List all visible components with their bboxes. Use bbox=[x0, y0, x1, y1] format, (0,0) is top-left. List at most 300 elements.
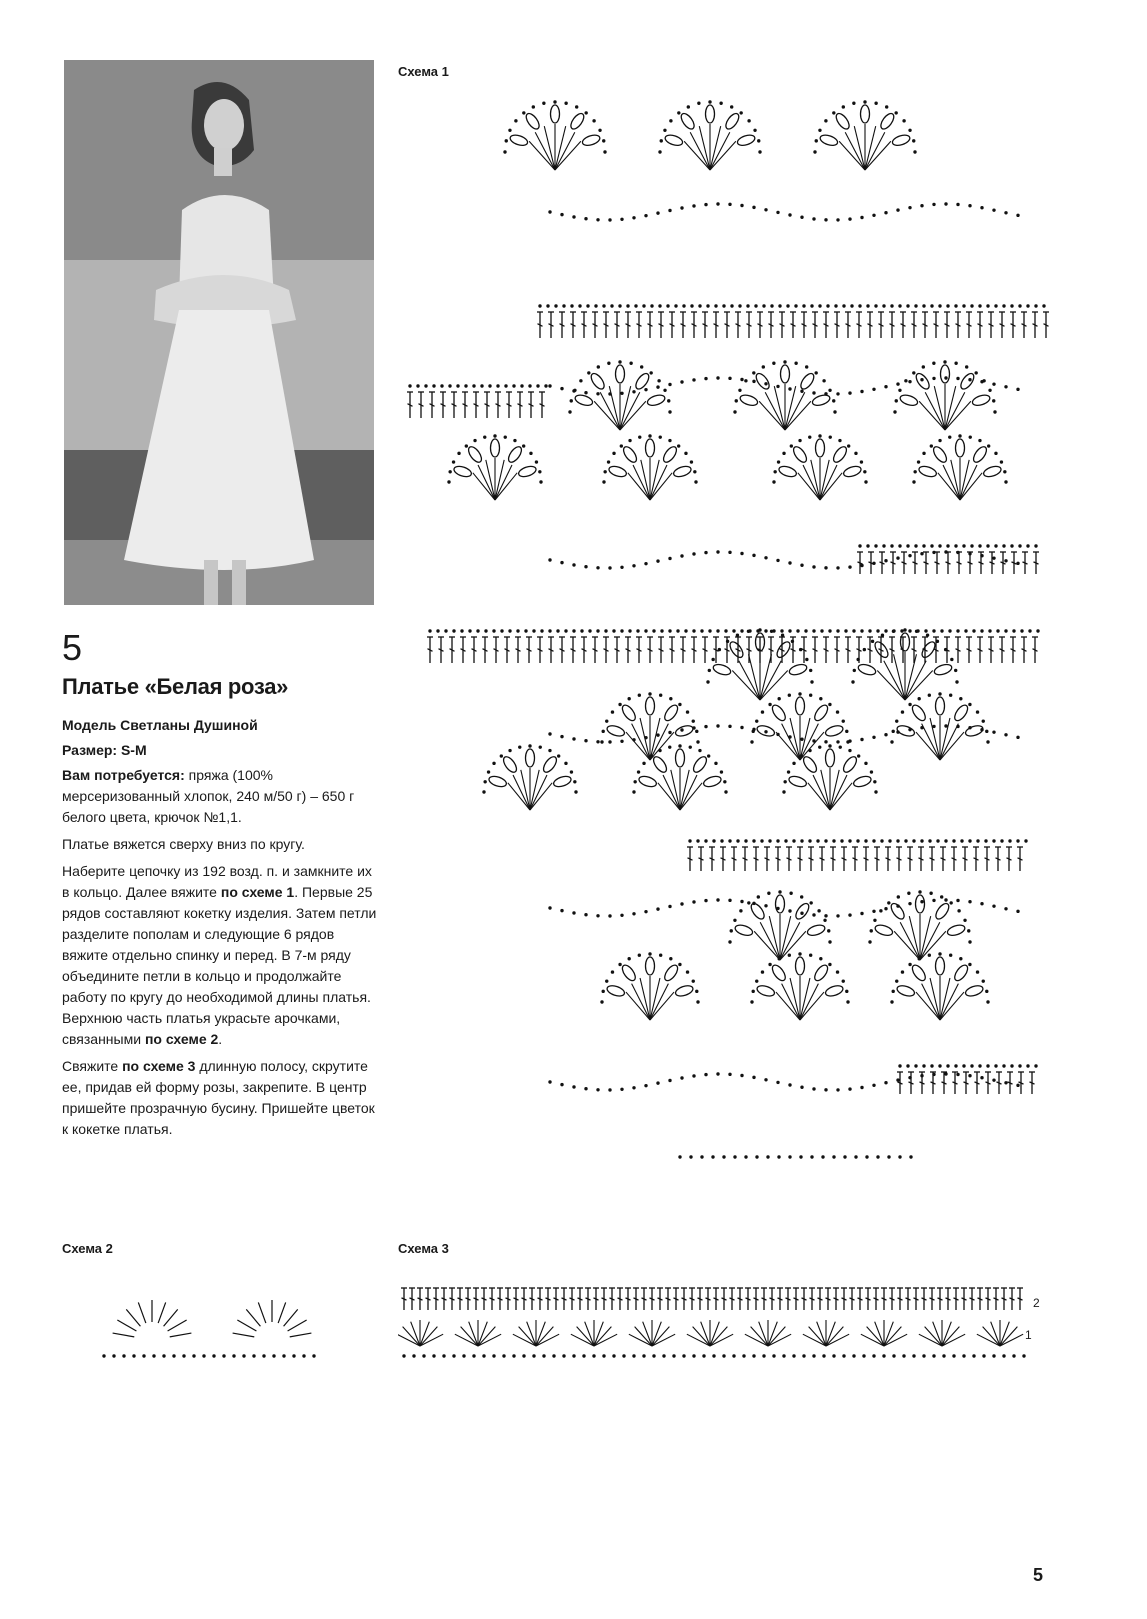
chain-dot bbox=[728, 377, 731, 380]
puff-stitch bbox=[776, 895, 785, 913]
chain-dot bbox=[978, 439, 981, 442]
chain-dot bbox=[1016, 1084, 1019, 1087]
chain-dot bbox=[1002, 1354, 1005, 1357]
stitch-symbol bbox=[929, 847, 935, 871]
chain-dot bbox=[917, 460, 920, 463]
chain-dot bbox=[755, 1155, 758, 1158]
chain-dot bbox=[892, 990, 895, 993]
chain-dot bbox=[528, 744, 531, 747]
chain-dot bbox=[857, 754, 860, 757]
chain-dot bbox=[871, 640, 874, 643]
puff-stitch bbox=[812, 703, 830, 723]
puff-stitch bbox=[739, 393, 759, 407]
chain-dot bbox=[840, 839, 843, 842]
puff-stitch bbox=[874, 923, 894, 937]
chain-dot bbox=[902, 119, 905, 122]
stitch-symbol bbox=[977, 312, 983, 338]
chain-dot bbox=[656, 385, 659, 388]
stitch-symbol bbox=[669, 312, 675, 338]
chain-dot bbox=[532, 105, 535, 108]
chain-dot bbox=[758, 150, 761, 153]
chain-dot bbox=[1004, 385, 1007, 388]
chain-dot bbox=[442, 1354, 445, 1357]
stitch-symbol bbox=[1018, 1072, 1024, 1094]
arch-stitch bbox=[113, 1333, 135, 1337]
chain-dot bbox=[667, 399, 670, 402]
stitch-symbol bbox=[913, 1288, 919, 1310]
chain-dot bbox=[692, 979, 695, 982]
chain-dot bbox=[858, 304, 861, 307]
chain-dot bbox=[932, 377, 935, 380]
chain-dot bbox=[172, 1354, 175, 1357]
chain-dot bbox=[514, 119, 517, 122]
stitch-symbol bbox=[808, 847, 814, 871]
chain-dot bbox=[868, 940, 871, 943]
chain-dot bbox=[884, 1081, 887, 1084]
stitch-symbol bbox=[526, 637, 532, 663]
chain-dot bbox=[716, 898, 719, 901]
chain-dot bbox=[956, 629, 959, 632]
chain-dot bbox=[668, 905, 671, 908]
chain-dot bbox=[872, 839, 875, 842]
chain-dot bbox=[992, 730, 995, 733]
chain-dot bbox=[572, 389, 575, 392]
puff-stitch bbox=[775, 640, 793, 660]
stitch-symbol bbox=[614, 312, 620, 338]
stitch-symbol bbox=[425, 1288, 431, 1310]
stitch-symbol bbox=[702, 312, 708, 338]
chain-dot bbox=[700, 1155, 703, 1158]
chain-dot bbox=[782, 452, 785, 455]
materials-paragraph bbox=[62, 765, 380, 828]
chain-dot bbox=[696, 839, 699, 842]
chain-dot bbox=[892, 629, 895, 632]
fan-stitch bbox=[461, 1327, 478, 1346]
chain-dot bbox=[738, 389, 741, 392]
chain-dot bbox=[605, 719, 608, 722]
chain-dot bbox=[704, 839, 707, 842]
chain-dot bbox=[978, 544, 981, 547]
chain-dot bbox=[818, 745, 821, 748]
stitch-symbol bbox=[963, 1072, 969, 1094]
stitch-symbol bbox=[729, 1288, 735, 1310]
chain-dot bbox=[920, 378, 923, 381]
chain-dot bbox=[707, 754, 710, 757]
chain-dot bbox=[730, 304, 733, 307]
puff-stitch bbox=[916, 895, 925, 913]
stitch-symbol bbox=[473, 392, 479, 418]
schema-3-row-1-label: 1 bbox=[1025, 1328, 1032, 1342]
chain-dot bbox=[976, 970, 979, 973]
chain-dot bbox=[860, 912, 863, 915]
chain-dot bbox=[913, 470, 916, 473]
stitch-symbol bbox=[974, 1072, 980, 1094]
stitch-symbol bbox=[878, 637, 884, 663]
chain-dot bbox=[872, 1084, 875, 1087]
puff-stitch bbox=[754, 371, 772, 391]
puff-stitch bbox=[788, 774, 808, 788]
chain-dot bbox=[968, 839, 971, 842]
stitch-symbol bbox=[857, 1288, 863, 1310]
chain-dot bbox=[697, 102, 700, 105]
chain-dot bbox=[1004, 1081, 1007, 1084]
chain-dot bbox=[660, 629, 663, 632]
chain-dot bbox=[948, 629, 951, 632]
puff-stitch bbox=[491, 439, 500, 457]
chain-dot bbox=[669, 697, 672, 700]
chain-dot bbox=[752, 990, 755, 993]
puff-stitch bbox=[646, 439, 655, 457]
chain-dot bbox=[858, 544, 861, 547]
puff-stitch bbox=[661, 445, 679, 465]
chain-dot bbox=[744, 1155, 747, 1158]
chain-dot bbox=[824, 392, 827, 395]
puff-stitch bbox=[841, 755, 859, 775]
chain-dot bbox=[872, 214, 875, 217]
chain-dot bbox=[860, 738, 863, 741]
chain-dot bbox=[896, 556, 899, 559]
chain-dot bbox=[402, 1354, 405, 1357]
chain-dot bbox=[674, 304, 677, 307]
stitch-symbol bbox=[603, 312, 609, 338]
chain-dot bbox=[692, 900, 695, 903]
chain-dot bbox=[432, 1354, 435, 1357]
chain-dot bbox=[887, 901, 890, 904]
chain-dot bbox=[826, 304, 829, 307]
chain-dot bbox=[162, 1354, 165, 1357]
stitch-symbol bbox=[585, 1288, 591, 1310]
stitch-symbol bbox=[1010, 637, 1016, 663]
chain-dot bbox=[502, 1354, 505, 1357]
chain-dot bbox=[668, 1079, 671, 1082]
stitch-symbol bbox=[801, 1288, 807, 1310]
chain-dot bbox=[851, 680, 854, 683]
stitch-symbol bbox=[912, 552, 918, 574]
stitch-symbol bbox=[1021, 312, 1027, 338]
puff-stitch bbox=[801, 755, 819, 775]
chain-dot bbox=[922, 365, 925, 368]
chain-dot bbox=[932, 629, 935, 632]
stitch-symbol bbox=[529, 1288, 535, 1310]
chain-dot bbox=[896, 730, 899, 733]
chain-dot bbox=[632, 564, 635, 567]
chain-dot bbox=[984, 839, 987, 842]
chain-dot bbox=[1004, 211, 1007, 214]
chain-dot bbox=[798, 952, 801, 955]
stitch-symbol bbox=[633, 1288, 639, 1310]
chain-dot bbox=[719, 102, 722, 105]
chain-dot bbox=[740, 378, 743, 381]
chain-dot bbox=[874, 102, 877, 105]
chain-dot bbox=[988, 629, 991, 632]
puff-stitch bbox=[781, 365, 790, 383]
chain-dot bbox=[932, 203, 935, 206]
chain-dot bbox=[652, 1354, 655, 1357]
chain-dot bbox=[928, 839, 931, 842]
chain-dot bbox=[732, 1354, 735, 1357]
fan-stitches bbox=[529, 124, 581, 170]
schema-2-ref: по схеме 2 bbox=[144, 1031, 219, 1047]
chain-dot bbox=[884, 629, 887, 632]
chain-dot bbox=[852, 629, 855, 632]
chain-dot bbox=[882, 304, 885, 307]
chain-dot bbox=[704, 899, 707, 902]
chain-dot bbox=[812, 391, 815, 394]
chain-dot bbox=[930, 304, 933, 307]
puff-stitch bbox=[466, 445, 484, 465]
chain-dot bbox=[282, 1354, 285, 1357]
stitch-symbol bbox=[539, 392, 545, 418]
chain-dot bbox=[522, 111, 525, 114]
chain-dot bbox=[892, 730, 895, 733]
chain-dot bbox=[955, 680, 958, 683]
stitch-symbol bbox=[945, 1288, 951, 1310]
chain-dot bbox=[668, 731, 671, 734]
chain-dot bbox=[1026, 1064, 1029, 1067]
puff-stitch bbox=[517, 464, 537, 478]
chain-dot bbox=[513, 439, 516, 442]
chain-dot bbox=[852, 1354, 855, 1357]
chain-dot bbox=[704, 203, 707, 206]
chain-dot bbox=[920, 204, 923, 207]
chain-dot bbox=[694, 480, 697, 483]
chain-dot bbox=[669, 957, 672, 960]
fan-stitch bbox=[867, 1327, 884, 1346]
chain-dot bbox=[962, 544, 965, 547]
stitch-symbol bbox=[570, 312, 576, 338]
chain-dot bbox=[958, 434, 961, 437]
chain-dot bbox=[914, 1064, 917, 1067]
puff-stitch bbox=[936, 957, 945, 975]
stitch-symbol bbox=[995, 847, 1001, 871]
puff-stitch bbox=[796, 697, 805, 715]
chain-dot bbox=[764, 1078, 767, 1081]
chain-dot bbox=[898, 1155, 901, 1158]
chain-dot bbox=[788, 1083, 791, 1086]
chain-dot bbox=[548, 732, 551, 735]
chain-dot bbox=[824, 218, 827, 221]
stitch-symbol bbox=[962, 847, 968, 871]
chain-dot bbox=[678, 963, 681, 966]
chain-dot bbox=[728, 203, 731, 206]
puff-stitch bbox=[749, 901, 767, 921]
chain-dot bbox=[874, 790, 877, 793]
chain-dot bbox=[890, 740, 893, 743]
chain-dot bbox=[548, 906, 551, 909]
stitch-symbol bbox=[953, 1288, 959, 1310]
stitch-symbol bbox=[506, 392, 512, 418]
chain-dot bbox=[968, 963, 971, 966]
chain-dot bbox=[512, 1354, 515, 1357]
chain-dot bbox=[560, 735, 563, 738]
chain-dot bbox=[692, 204, 695, 207]
chain-dot bbox=[714, 762, 717, 765]
chain-dot bbox=[908, 129, 911, 132]
chain-dot bbox=[896, 382, 899, 385]
stitch-symbol bbox=[517, 392, 523, 418]
chain-dot bbox=[764, 904, 767, 907]
chain-dot bbox=[644, 214, 647, 217]
chain-dot bbox=[632, 1354, 635, 1357]
stitch-symbol bbox=[742, 847, 748, 871]
chain-dot bbox=[252, 1354, 255, 1357]
chain-dot bbox=[818, 304, 821, 307]
chain-dot bbox=[424, 384, 427, 387]
chain-dot bbox=[468, 629, 471, 632]
chain-dot bbox=[504, 384, 507, 387]
chain-dot bbox=[809, 694, 812, 697]
stitch-symbol bbox=[720, 847, 726, 871]
puff-stitch bbox=[568, 111, 586, 131]
stitch-symbol bbox=[657, 1288, 663, 1310]
stitch-symbol bbox=[823, 312, 829, 338]
chain-dot bbox=[598, 129, 601, 132]
stitch-symbol bbox=[969, 1288, 975, 1310]
chain-dot bbox=[620, 218, 623, 221]
chain-dot bbox=[980, 629, 983, 632]
chain-dot bbox=[896, 208, 899, 211]
chain-dot bbox=[968, 552, 971, 555]
chain-dot bbox=[1018, 304, 1021, 307]
chain-dot bbox=[692, 378, 695, 381]
chain-dot bbox=[954, 1064, 957, 1067]
stitch-symbol bbox=[1033, 552, 1039, 574]
chain-dot bbox=[898, 1064, 901, 1067]
chain-dot bbox=[816, 839, 819, 842]
chain-dot bbox=[968, 900, 971, 903]
chain-dot bbox=[879, 909, 882, 912]
chain-dot bbox=[708, 100, 711, 103]
chain-dot bbox=[776, 1081, 779, 1084]
chain-dot bbox=[802, 1354, 805, 1357]
stitch-symbol bbox=[801, 312, 807, 338]
chain-dot bbox=[938, 1064, 941, 1067]
chain-dot bbox=[753, 129, 756, 132]
chain-dot bbox=[714, 304, 717, 307]
chain-dot bbox=[748, 629, 751, 632]
puff-stitch bbox=[819, 133, 839, 147]
stitch-symbol bbox=[897, 1288, 903, 1310]
chain-dot bbox=[1026, 304, 1029, 307]
chain-dot bbox=[887, 1155, 890, 1158]
chain-dot bbox=[812, 629, 815, 632]
stitch-symbol bbox=[647, 637, 653, 663]
puff-stitch bbox=[852, 774, 872, 788]
chain-dot bbox=[638, 694, 641, 697]
chain-dot bbox=[809, 669, 812, 672]
chain-dot bbox=[1022, 1354, 1025, 1357]
chain-dot bbox=[922, 544, 925, 547]
chain-dot bbox=[906, 304, 909, 307]
chain-dot bbox=[632, 912, 635, 915]
chain-dot bbox=[689, 745, 692, 748]
puff-stitch bbox=[674, 984, 694, 998]
puff-stitch bbox=[958, 371, 976, 391]
stitch-symbol bbox=[911, 312, 917, 338]
chain-dot bbox=[575, 105, 578, 108]
chain-dot bbox=[680, 206, 683, 209]
stitch-symbol bbox=[923, 552, 929, 574]
stitch-symbol bbox=[482, 637, 488, 663]
chain-dot bbox=[828, 940, 831, 943]
stitch-symbol bbox=[823, 637, 829, 663]
chain-dot bbox=[524, 629, 527, 632]
materials-text: пряжа (100% мерсеризованный хлопок, 240 м/50 г) – 650 г белого цвета, крючок №1,1. bbox=[62, 767, 355, 825]
chain-dot bbox=[596, 1088, 599, 1091]
fan-stitches bbox=[938, 458, 982, 500]
chain-dot bbox=[800, 564, 803, 567]
stitch-symbol bbox=[545, 1288, 551, 1310]
chain-dot bbox=[1016, 214, 1019, 217]
chain-dot bbox=[668, 383, 671, 386]
chain-dot bbox=[592, 119, 595, 122]
page-number: 5 bbox=[1033, 1565, 1044, 1585]
chain-dot bbox=[798, 439, 801, 442]
chain-dot bbox=[627, 957, 630, 960]
chain-dot bbox=[488, 384, 491, 387]
fan-stitches bbox=[473, 458, 517, 500]
chain-dot bbox=[487, 770, 490, 773]
stitch-symbol bbox=[1021, 637, 1027, 663]
stitch-symbol bbox=[698, 847, 704, 871]
chain-dot bbox=[668, 410, 671, 413]
chain-dot bbox=[724, 629, 727, 632]
chain-dot bbox=[809, 954, 812, 957]
chain-dot bbox=[416, 384, 419, 387]
chain-dot bbox=[740, 204, 743, 207]
stitch-symbol bbox=[724, 312, 730, 338]
stitch-symbol bbox=[833, 1288, 839, 1310]
chain-dot bbox=[752, 902, 755, 905]
stitch-symbol bbox=[849, 1288, 855, 1310]
chain-dot bbox=[988, 389, 991, 392]
chain-dot bbox=[980, 728, 983, 731]
chain-dot bbox=[906, 1064, 909, 1067]
chain-dot bbox=[800, 912, 803, 915]
puff-stitch bbox=[646, 697, 655, 715]
chain-dot bbox=[932, 725, 935, 728]
chain-dot bbox=[982, 979, 985, 982]
fan-stitches bbox=[684, 124, 736, 170]
fan-stitches bbox=[626, 976, 674, 1020]
chain-dot bbox=[620, 740, 623, 743]
chain-dot bbox=[760, 839, 763, 842]
chain-dot bbox=[708, 629, 711, 632]
chain-dot bbox=[584, 391, 587, 394]
chain-dot bbox=[680, 728, 683, 731]
schema-2-label: Схема 2 bbox=[62, 1241, 113, 1256]
chain-dot bbox=[897, 895, 900, 898]
chain-dot bbox=[824, 566, 827, 569]
chain-dot bbox=[644, 562, 647, 565]
chain-dot bbox=[920, 726, 923, 729]
chain-dot bbox=[761, 970, 764, 973]
chain-dot bbox=[740, 552, 743, 555]
chain-dot bbox=[644, 388, 647, 391]
chain-dot bbox=[804, 629, 807, 632]
stitch-symbol bbox=[713, 1288, 719, 1310]
chain-dot bbox=[669, 119, 672, 122]
chain-dot bbox=[932, 362, 935, 365]
stitch-symbol bbox=[955, 637, 961, 663]
stitch-symbol bbox=[834, 637, 840, 663]
chain-dot bbox=[992, 208, 995, 211]
chain-dot bbox=[711, 1155, 714, 1158]
chain-dot bbox=[908, 380, 911, 383]
chain-dot bbox=[657, 379, 660, 382]
chain-dot bbox=[903, 628, 906, 631]
chain-dot bbox=[978, 304, 981, 307]
